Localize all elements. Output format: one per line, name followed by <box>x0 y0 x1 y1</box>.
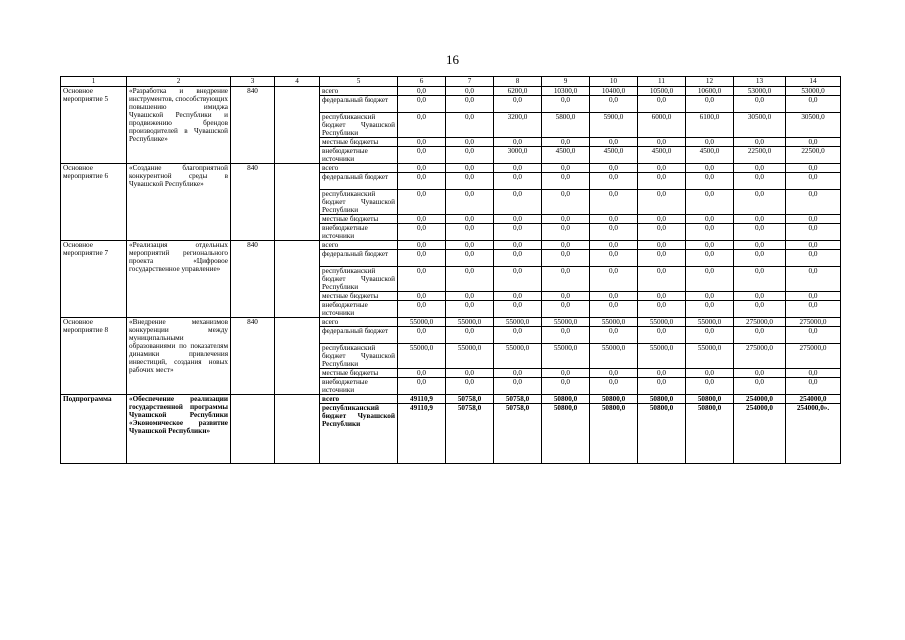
value-cell: 0,0 <box>734 241 786 250</box>
value-cell: 50800,0 <box>590 404 638 464</box>
responsible-code: 840 <box>231 318 275 395</box>
value-cell: 0,0 <box>590 250 638 267</box>
value-cell: 0,0 <box>446 164 494 173</box>
value-cell: 50800,0 <box>638 395 686 404</box>
value-cell: 0,0 <box>494 164 542 173</box>
value-cell: 254000,0 <box>734 404 786 464</box>
value-cell: 0,0 <box>638 138 686 147</box>
value-cell: 0,0 <box>494 301 542 318</box>
value-cell: 0,0 <box>494 267 542 292</box>
value-cell: 0,0 <box>734 378 786 395</box>
value-cell: 0,0 <box>398 301 446 318</box>
funding-source: всего <box>320 87 398 96</box>
funding-source: местные бюджеты <box>320 292 398 301</box>
value-cell: 0,0 <box>398 96 446 113</box>
value-cell: 0,0 <box>398 164 446 173</box>
value-cell: 0,0 <box>446 147 494 164</box>
value-cell: 55000,0 <box>638 344 686 369</box>
funding-source: внебюджетные источники <box>320 147 398 164</box>
value-cell: 0,0 <box>542 250 590 267</box>
value-cell: 0,0 <box>494 378 542 395</box>
value-cell: 0,0 <box>446 292 494 301</box>
value-cell: 22500,0 <box>786 147 841 164</box>
value-cell: 0,0 <box>494 173 542 190</box>
value-cell: 0,0 <box>398 87 446 96</box>
value-cell: 6200,0 <box>494 87 542 96</box>
empty-cell <box>275 87 320 164</box>
column-number: 8 <box>494 77 542 87</box>
value-cell: 0,0 <box>446 327 494 344</box>
value-cell: 0,0 <box>494 241 542 250</box>
table-row <box>61 318 841 327</box>
value-cell: 0,0 <box>398 241 446 250</box>
value-cell: 55000,0 <box>494 318 542 327</box>
value-cell: 55000,0 <box>542 318 590 327</box>
funding-source: местные бюджеты <box>320 215 398 224</box>
funding-source: внебюджетные источники <box>320 224 398 241</box>
value-cell: 0,0 <box>446 241 494 250</box>
value-cell: 0,0 <box>590 267 638 292</box>
value-cell: 0,0 <box>446 301 494 318</box>
column-number: 6 <box>398 77 446 87</box>
empty-cell <box>275 164 320 241</box>
table-row <box>61 164 841 173</box>
funding-source: федеральный бюджет <box>320 96 398 113</box>
activity-description: «Внедрение механизмов конкуренции между муниципальными образованиями по показателям динамики привлечения инвестиций, создания новых рабочих мест» <box>127 318 231 395</box>
empty-cell <box>275 241 320 318</box>
value-cell: 0,0 <box>638 327 686 344</box>
value-cell: 0,0 <box>494 224 542 241</box>
value-cell: 0,0 <box>638 378 686 395</box>
value-cell: 0,0 <box>638 369 686 378</box>
value-cell: 0,0 <box>734 250 786 267</box>
budget-table <box>60 76 841 464</box>
value-cell: 3000,0 <box>494 147 542 164</box>
value-cell: 0,0 <box>734 267 786 292</box>
value-cell: 0,0 <box>398 250 446 267</box>
funding-source: всего <box>320 241 398 250</box>
value-cell: 5900,0 <box>590 113 638 138</box>
value-cell: 0,0 <box>638 96 686 113</box>
value-cell: 0,0 <box>590 138 638 147</box>
value-cell: 0,0 <box>686 138 734 147</box>
value-cell: 0,0 <box>494 369 542 378</box>
value-cell: 0,0 <box>686 250 734 267</box>
value-cell: 55000,0 <box>494 344 542 369</box>
value-cell: 0,0 <box>638 224 686 241</box>
value-cell: 50758,0 <box>446 404 494 464</box>
value-cell: 0,0 <box>786 138 841 147</box>
value-cell: 0,0 <box>590 241 638 250</box>
value-cell: 0,0 <box>734 96 786 113</box>
activity-description: «Реализация отдельных мероприятий регионального проекта «Цифровое государственное управление» <box>127 241 231 318</box>
value-cell: 0,0 <box>398 147 446 164</box>
value-cell: 0,0 <box>686 378 734 395</box>
value-cell: 0,0 <box>638 190 686 215</box>
value-cell: 0,0 <box>786 164 841 173</box>
funding-source: республиканский бюджет Чувашской Республики <box>320 190 398 215</box>
funding-source: внебюджетные источники <box>320 301 398 318</box>
value-cell: 0,0 <box>494 215 542 224</box>
value-cell: 0,0 <box>786 301 841 318</box>
column-number: 9 <box>542 77 590 87</box>
value-cell: 55000,0 <box>398 344 446 369</box>
value-cell: 0,0 <box>446 378 494 395</box>
table-row <box>61 395 841 404</box>
value-cell: 0,0 <box>446 87 494 96</box>
value-cell: 0,0 <box>542 241 590 250</box>
value-cell: 0,0 <box>786 250 841 267</box>
activity-title: Основное мероприятие 8 <box>61 318 127 395</box>
value-cell: 0,0 <box>686 215 734 224</box>
value-cell: 0,0 <box>398 224 446 241</box>
funding-source: внебюджетные источники <box>320 378 398 395</box>
value-cell: 0,0 <box>494 327 542 344</box>
funding-source: республиканский бюджет Чувашской Республики <box>320 113 398 138</box>
value-cell: 0,0 <box>542 369 590 378</box>
value-cell: 0,0 <box>786 173 841 190</box>
responsible-code: 840 <box>231 241 275 318</box>
value-cell: 6100,0 <box>686 113 734 138</box>
value-cell: 0,0 <box>786 378 841 395</box>
value-cell: 0,0 <box>542 224 590 241</box>
activity-title: Основное мероприятие 5 <box>61 87 127 164</box>
value-cell: 0,0 <box>398 369 446 378</box>
value-cell: 0,0 <box>686 96 734 113</box>
funding-source: федеральный бюджет <box>320 173 398 190</box>
column-number: 13 <box>734 77 786 87</box>
value-cell: 0,0 <box>590 190 638 215</box>
value-cell: 3200,0 <box>494 113 542 138</box>
funding-source: федеральный бюджет <box>320 250 398 267</box>
value-cell: 50800,0 <box>542 395 590 404</box>
value-cell: 4500,0 <box>590 147 638 164</box>
value-cell: 0,0 <box>542 327 590 344</box>
value-cell: 0,0 <box>638 215 686 224</box>
value-cell: 0,0 <box>590 327 638 344</box>
value-cell: 0,0 <box>542 96 590 113</box>
value-cell: 0,0 <box>786 215 841 224</box>
funding-source: республиканский бюджет Чувашской Республики <box>320 344 398 369</box>
value-cell: 0,0 <box>398 113 446 138</box>
value-cell: 55000,0 <box>590 344 638 369</box>
value-cell: 50758,0 <box>494 404 542 464</box>
value-cell: 55000,0 <box>590 318 638 327</box>
value-cell: 55000,0 <box>398 318 446 327</box>
funding-source: федеральный бюджет <box>320 327 398 344</box>
column-number: 11 <box>638 77 686 87</box>
value-cell: 0,0 <box>398 267 446 292</box>
value-cell: 50800,0 <box>686 404 734 464</box>
value-cell: 49110,9 <box>398 395 446 404</box>
value-cell: 10300,0 <box>542 87 590 96</box>
funding-source: всего <box>320 318 398 327</box>
column-number: 12 <box>686 77 734 87</box>
activity-title: Основное мероприятие 6 <box>61 164 127 241</box>
value-cell: 275000,0 <box>786 344 841 369</box>
funding-source: всего <box>320 395 398 404</box>
value-cell: 0,0 <box>446 267 494 292</box>
value-cell: 0,0 <box>638 241 686 250</box>
value-cell: 50800,0 <box>686 395 734 404</box>
value-cell: 4500,0 <box>542 147 590 164</box>
value-cell: 0,0 <box>398 138 446 147</box>
column-number: 5 <box>320 77 398 87</box>
value-cell: 0,0 <box>638 173 686 190</box>
value-cell: 53000,0 <box>734 87 786 96</box>
value-cell: 0,0 <box>590 164 638 173</box>
value-cell: 0,0 <box>734 327 786 344</box>
value-cell: 0,0 <box>734 301 786 318</box>
value-cell: 0,0 <box>494 292 542 301</box>
value-cell: 0,0 <box>494 250 542 267</box>
value-cell: 0,0 <box>542 190 590 215</box>
value-cell: 0,0 <box>398 173 446 190</box>
value-cell: 0,0 <box>446 173 494 190</box>
value-cell: 0,0 <box>590 301 638 318</box>
responsible-code: 840 <box>231 87 275 164</box>
value-cell: 0,0 <box>590 96 638 113</box>
value-cell: 0,0 <box>686 301 734 318</box>
activity-description: «Создание благоприятной конкурентной среды в Чувашской Республике» <box>127 164 231 241</box>
table-row <box>61 241 841 250</box>
value-cell: 0,0 <box>590 215 638 224</box>
funding-source: местные бюджеты <box>320 138 398 147</box>
subprogram-title: Подпрограмма <box>61 395 127 464</box>
value-cell: 49110,9 <box>398 404 446 464</box>
value-cell: 0,0 <box>446 190 494 215</box>
funding-source: местные бюджеты <box>320 369 398 378</box>
value-cell: 0,0 <box>398 292 446 301</box>
value-cell: 0,0 <box>686 224 734 241</box>
value-cell: 50800,0 <box>542 404 590 464</box>
subprogram-description: «Обеспечение реализации государственной программы Чувашской Республики «Экономическое развитие Чувашской Республики» <box>127 395 231 464</box>
value-cell: 0,0 <box>638 301 686 318</box>
value-cell: 55000,0 <box>446 344 494 369</box>
value-cell: 0,0 <box>542 173 590 190</box>
value-cell: 0,0 <box>494 96 542 113</box>
value-cell: 0,0 <box>398 190 446 215</box>
funding-source: республиканский бюджет Чувашской Республики <box>320 404 398 464</box>
value-cell: 10400,0 <box>590 87 638 96</box>
value-cell: 0,0 <box>446 96 494 113</box>
value-cell: 55000,0 <box>542 344 590 369</box>
value-cell: 10600,0 <box>686 87 734 96</box>
value-cell: 30500,0 <box>786 113 841 138</box>
value-cell: 0,0 <box>542 378 590 395</box>
value-cell: 0,0 <box>542 292 590 301</box>
value-cell: 0,0 <box>446 250 494 267</box>
value-cell: 0,0 <box>590 224 638 241</box>
value-cell: 0,0 <box>542 138 590 147</box>
value-cell: 0,0 <box>686 292 734 301</box>
value-cell: 0,0 <box>734 369 786 378</box>
column-number: 2 <box>127 77 231 87</box>
value-cell: 0,0 <box>734 138 786 147</box>
value-cell: 55000,0 <box>638 318 686 327</box>
value-cell: 0,0 <box>734 173 786 190</box>
funding-source: всего <box>320 164 398 173</box>
funding-source: республиканский бюджет Чувашской Республики <box>320 267 398 292</box>
value-cell: 0,0 <box>686 241 734 250</box>
column-number: 14 <box>786 77 841 87</box>
value-cell: 50800,0 <box>638 404 686 464</box>
value-cell: 254000,0». <box>786 404 841 464</box>
value-cell: 0,0 <box>734 190 786 215</box>
value-cell: 0,0 <box>590 173 638 190</box>
value-cell: 0,0 <box>398 327 446 344</box>
header-row <box>61 77 841 87</box>
value-cell: 4500,0 <box>686 147 734 164</box>
value-cell: 6000,0 <box>638 113 686 138</box>
value-cell: 0,0 <box>590 292 638 301</box>
value-cell: 0,0 <box>686 190 734 215</box>
value-cell: 10500,0 <box>638 87 686 96</box>
value-cell: 0,0 <box>590 378 638 395</box>
value-cell: 0,0 <box>542 215 590 224</box>
empty-cell <box>231 395 275 464</box>
table-row <box>61 87 841 96</box>
column-number: 7 <box>446 77 494 87</box>
value-cell: 50800,0 <box>590 395 638 404</box>
value-cell: 0,0 <box>542 164 590 173</box>
page-number: 16 <box>446 52 459 67</box>
value-cell: 0,0 <box>786 267 841 292</box>
activity-title: Основное мероприятие 7 <box>61 241 127 318</box>
value-cell: 0,0 <box>638 267 686 292</box>
value-cell: 0,0 <box>446 215 494 224</box>
value-cell: 0,0 <box>446 369 494 378</box>
value-cell: 0,0 <box>446 224 494 241</box>
value-cell: 0,0 <box>686 164 734 173</box>
column-number: 3 <box>231 77 275 87</box>
responsible-code: 840 <box>231 164 275 241</box>
value-cell: 0,0 <box>590 369 638 378</box>
value-cell: 0,0 <box>734 164 786 173</box>
value-cell: 0,0 <box>398 378 446 395</box>
value-cell: 0,0 <box>686 173 734 190</box>
value-cell: 0,0 <box>786 369 841 378</box>
column-number: 4 <box>275 77 320 87</box>
value-cell: 0,0 <box>494 190 542 215</box>
value-cell: 0,0 <box>786 190 841 215</box>
value-cell: 0,0 <box>686 267 734 292</box>
value-cell: 0,0 <box>686 369 734 378</box>
value-cell: 0,0 <box>686 327 734 344</box>
value-cell: 4500,0 <box>638 147 686 164</box>
value-cell: 0,0 <box>734 215 786 224</box>
value-cell: 0,0 <box>638 292 686 301</box>
value-cell: 254000,0 <box>786 395 841 404</box>
value-cell: 275000,0 <box>786 318 841 327</box>
value-cell: 22500,0 <box>734 147 786 164</box>
value-cell: 0,0 <box>446 138 494 147</box>
value-cell: 0,0 <box>638 250 686 267</box>
value-cell: 0,0 <box>638 164 686 173</box>
value-cell: 0,0 <box>786 224 841 241</box>
empty-cell <box>275 318 320 395</box>
value-cell: 0,0 <box>398 215 446 224</box>
value-cell: 55000,0 <box>446 318 494 327</box>
empty-cell <box>275 395 320 464</box>
value-cell: 275000,0 <box>734 344 786 369</box>
column-number: 1 <box>61 77 127 87</box>
value-cell: 53000,0 <box>786 87 841 96</box>
value-cell: 0,0 <box>786 292 841 301</box>
value-cell: 0,0 <box>786 327 841 344</box>
value-cell: 5800,0 <box>542 113 590 138</box>
value-cell: 50758,0 <box>494 395 542 404</box>
value-cell: 30500,0 <box>734 113 786 138</box>
value-cell: 55000,0 <box>686 318 734 327</box>
value-cell: 0,0 <box>542 301 590 318</box>
value-cell: 50758,0 <box>446 395 494 404</box>
value-cell: 0,0 <box>786 241 841 250</box>
value-cell: 0,0 <box>446 113 494 138</box>
activity-description: «Разработка и внедрение инструментов, способствующих повышению имиджа Чувашской Республики и продвижению брендов производителей в Чувашской Республике» <box>127 87 231 164</box>
column-number: 10 <box>590 77 638 87</box>
value-cell: 0,0 <box>734 224 786 241</box>
value-cell: 0,0 <box>494 138 542 147</box>
value-cell: 0,0 <box>734 292 786 301</box>
value-cell: 55000,0 <box>686 344 734 369</box>
value-cell: 275000,0 <box>734 318 786 327</box>
value-cell: 0,0 <box>786 96 841 113</box>
value-cell: 0,0 <box>542 267 590 292</box>
value-cell: 254000,0 <box>734 395 786 404</box>
